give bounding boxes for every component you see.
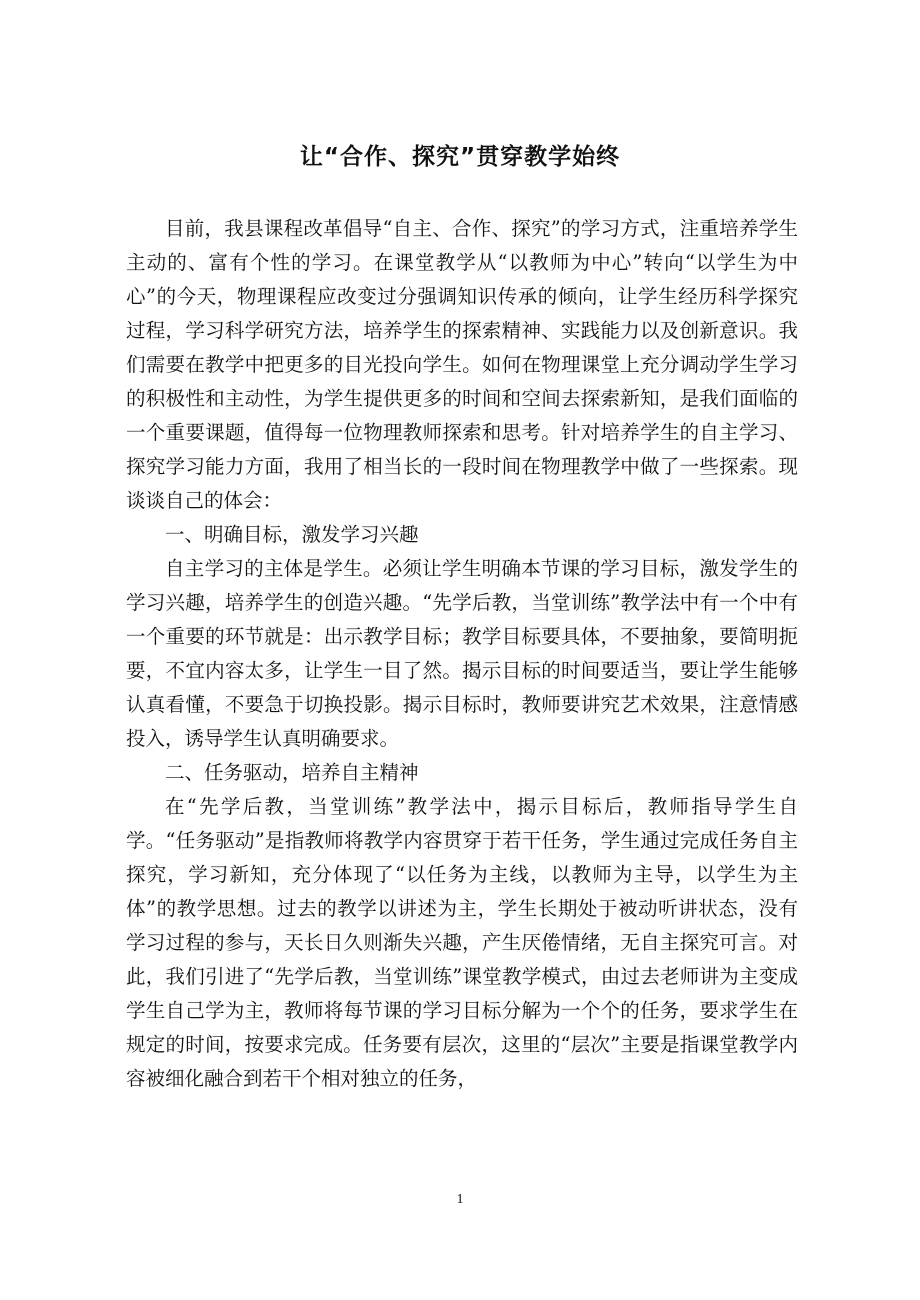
- page-number: 1: [456, 1192, 464, 1207]
- section-heading-2: 二、任务驱动，培养自主精神: [165, 761, 419, 784]
- paragraph-intro: 目前，我县课程改革倡导“自主、合作、探究”的学习方式，注重培养学生主动的、富有个性的学习。在课堂教学从“以教师为中心”转向“以学生为中心”的今天，物理课程应改变过分强调知识传承的倾向，让学生经历科学探究过程，学习科学研究方法，培养学生的探索精神、实践能力以及创新意识。我们需要在教学中把更多的目光投向学生。如何在物理课堂上充分调动学生学习的积极性和主动性，为学生提供更多的时间和空间去探索新知，是我们面临的一个重要课题，值得每一位物理教师探索和思考。针对培养学生的自主学习、探究学习能力方面，我用了相当长的一段时间在物理教学中做了一些探索。现谈谈自己的体会：: [126, 217, 798, 512]
- paragraph-section-1: 自主学习的主体是学生。必须让学生明确本节课的学习目标，激发学生的学习兴趣，培养学生的创造兴趣。“先学后教，当堂训练”教学法中有一个中有一个重要的环节就是：出示教学目标；教学目标要具体，不要抽象，要简明扼要，不宜内容太多，让学生一目了然。揭示目标的时间要适当，要让学生能够认真看懂，不要急于切换投影。揭示目标时，教师要讲究艺术效果，注意情感投入，诱导学生认真明确要求。: [126, 557, 798, 750]
- document-title: 让“合作、探究”贯穿教学始终: [299, 144, 621, 170]
- document-body: [126, 212, 798, 1096]
- section-heading-1: 一、明确目标，激发学习兴趣: [165, 523, 419, 546]
- paragraph-section-2: 在“先学后教，当堂训练”教学法中，揭示目标后，教师指导学生自学。“任务驱动”是指教师将教学内容贯穿于若干任务，学生通过完成任务自主探究，学习新知，充分体现了“以任务为主线，以教师为主导，以学生为主体”的教学思想。过去的教学以讲述为主，学生长期处于被动听讲状态，没有学习过程的参与，天长日久则渐失兴趣，产生厌倦情绪，无自主探究可言。对此，我们引进了“先学后教，当堂训练”课堂教学模式，由过去老师讲为主变成学生自己学为主，教师将每节课的学习目标分解为一个个的任务，要求学生在规定的时间，按要求完成。任务要有层次，这里的“层次”主要是指课堂教学内容被细化融合到若干个相对独立的任务，: [126, 795, 798, 1090]
